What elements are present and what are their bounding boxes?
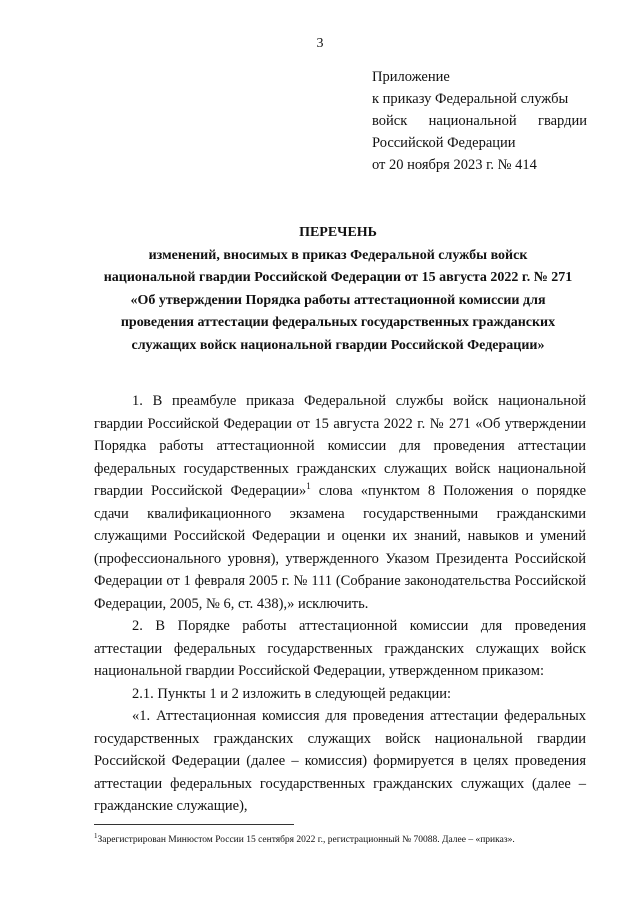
heading-line: служащих войск национальной гвардии Российской Федерации» (131, 337, 545, 353)
paragraph-1-text-cont: слова «пунктом 8 Положения о порядке сдачи квалификационного экзамена государственными гражданскими служащими Российской Федерации и оценки их знаний, навыков и умений (профессионального уровня), утвержденного Указом Президента Российской Федерации от 1 февраля 2005 г. № 111 (Собрание законодательства Российской Федерации, 2005, № 6, ст. 438),» исключить. (94, 483, 587, 612)
document-heading (88, 222, 588, 357)
paragraph-3: 2.1. Пункты 1 и 2 изложить в следующей редакции: (132, 685, 452, 702)
appendix-line: к приказу Федеральной службы (372, 91, 569, 107)
heading-line: «Об утверждении Порядка работы аттестационной комиссии для (130, 292, 546, 308)
appendix-line: Приложение (372, 69, 450, 85)
paragraph-1-text: 1. В преамбуле приказа Федеральной службы войск национальной гвардии Российской Федерации от 15 августа 2022 г. № 271 «Об утверждении Порядка работы аттестационной комиссии для проведения аттестации федеральных государственных гражданских служащих войск национальной гвардии Российской Федерации» (94, 393, 586, 499)
footnote-text: Зарегистрирован Минюстом России 15 сентября 2022 г., регистрационный № 70088. Далее – «приказ». (97, 835, 515, 846)
paragraph-2: 2. В Порядке работы аттестационной комиссии для проведения аттестации федеральных государственных гражданских служащих войск национальной гвардии Российской Федерации, утвержденном приказом: (94, 618, 586, 679)
heading-line: проведения аттестации федеральных государственных гражданских (120, 315, 556, 330)
footnote-marker: 1 (94, 832, 98, 840)
appendix-line: от 20 ноября 2023 г. № 414 (372, 157, 537, 173)
footnote-reference: 1 (306, 481, 311, 492)
appendix-line: войск национальной гвардии (372, 113, 587, 129)
page-number: 3 (316, 36, 324, 51)
footnote-divider (94, 824, 294, 825)
heading-line: изменений, вносимых в приказ Федеральной службы войск (148, 247, 528, 263)
heading-line: национальной гвардии Российской Федерации от 15 августа 2022 г. № 271 (103, 270, 573, 285)
paragraph-1 (94, 390, 586, 615)
appendix-line: Российской Федерации (372, 135, 516, 151)
footnote (94, 830, 594, 846)
appendix-block (372, 66, 587, 176)
paragraph-4: «1. Аттестационная комиссия для проведения аттестации федеральных государственных гражданских служащих войск национальной гвардии Российской Федерации (далее – комиссия) формируется в целях проведения аттестации федеральных государственных гражданских служащих (далее – гражданские служащие), (94, 708, 586, 814)
document-title: ПЕРЕЧЕНЬ (299, 225, 377, 240)
document-body (94, 390, 586, 818)
